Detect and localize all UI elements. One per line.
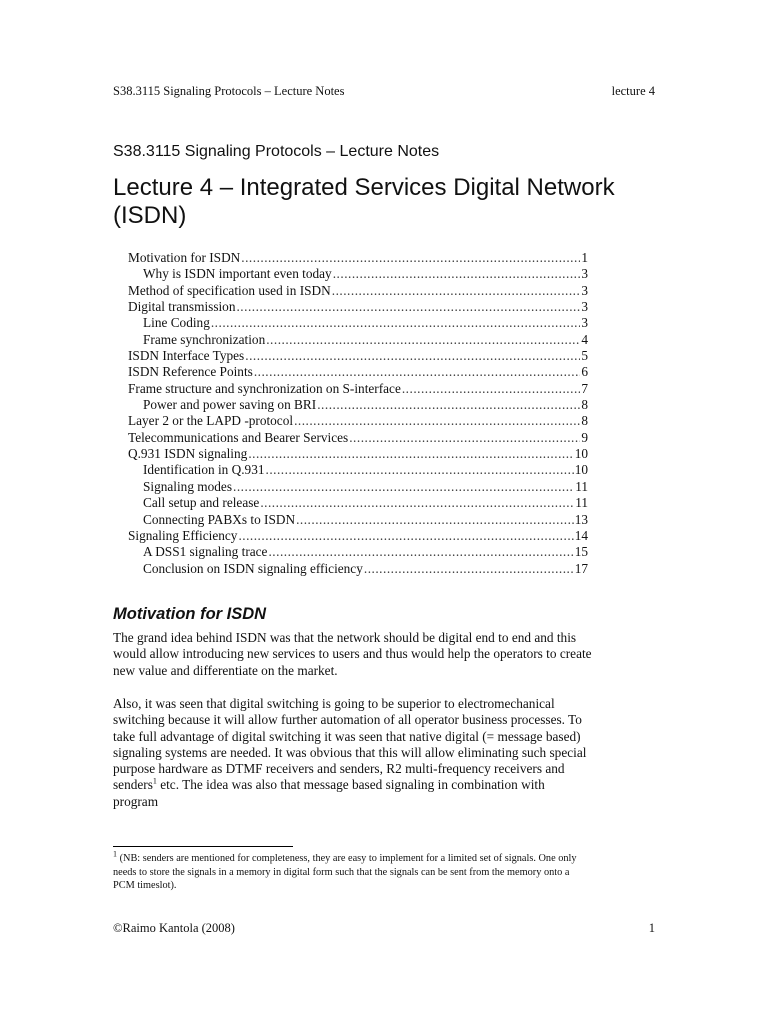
toc-entry[interactable] — [128, 495, 588, 511]
toc-dot-leader — [236, 299, 580, 315]
toc-entry-page[interactable]: 15 — [574, 544, 588, 560]
toc-entry-title[interactable]: Frame synchronization — [143, 331, 266, 347]
course-heading: S38.3115 Signaling Protocols – Lecture Notes — [113, 143, 440, 160]
toc-entry-title[interactable]: A DSS1 signaling trace — [143, 544, 268, 560]
running-header — [113, 84, 655, 99]
toc-entry-page[interactable]: 8 — [581, 397, 588, 413]
paragraph-text: Also, it was seen that digital switching is going to be superior to electromechanical switching because it will allow further automation of all operator business processes. To take full advantage of digital switching it was seen that native digital (= message based) signaling systems are needed. It was obvious that this will allow eliminating such special purpose hardware as DTMF receivers and senders, R2 multi-frequency receivers and senders — [113, 696, 587, 793]
toc-entry-page[interactable]: 3 — [581, 282, 588, 298]
toc-dot-leader — [364, 561, 574, 577]
toc-entry-title[interactable]: Method of specification used in ISDN — [128, 282, 331, 298]
toc-entry-title[interactable]: Motivation for ISDN — [128, 250, 241, 265]
toc-dot-leader — [211, 315, 580, 331]
toc-entry[interactable] — [128, 544, 588, 560]
toc-entry-title[interactable]: Signaling Efficiency — [128, 527, 238, 543]
toc-entry[interactable] — [128, 479, 588, 495]
toc-entry-title[interactable]: Frame structure and synchronization on S-interface — [128, 380, 401, 396]
toc-entry-title[interactable]: Layer 2 or the LAPD -protocol — [128, 413, 294, 429]
running-header-lecture: lecture 4 — [611, 84, 655, 98]
toc-entry-title[interactable]: Why is ISDN important even today — [143, 266, 332, 282]
toc-entry[interactable] — [128, 332, 588, 348]
toc-entry[interactable] — [128, 397, 588, 413]
toc-dot-leader — [245, 348, 580, 364]
toc-entry-page[interactable]: 17 — [574, 560, 588, 576]
toc-entry[interactable] — [128, 299, 588, 315]
toc-dot-leader — [266, 462, 574, 478]
toc-dot-leader — [294, 413, 580, 429]
toc-entry-page[interactable]: 5 — [581, 348, 588, 364]
table-of-contents — [128, 250, 588, 577]
toc-dot-leader — [233, 479, 574, 495]
footnote-reference[interactable]: 1 — [152, 777, 157, 787]
toc-entry-page[interactable]: 7 — [581, 380, 588, 396]
toc-entry-title[interactable]: Conclusion on ISDN signaling efficiency — [143, 560, 363, 576]
toc-dot-leader — [238, 528, 573, 544]
toc-dot-leader — [402, 381, 580, 397]
toc-entry[interactable] — [128, 364, 588, 380]
toc-dot-leader — [268, 544, 573, 560]
toc-entry-title[interactable]: Signaling modes — [143, 478, 233, 494]
toc-entry-page[interactable]: 3 — [581, 315, 588, 331]
page-footer — [113, 921, 655, 936]
toc-entry[interactable] — [128, 250, 588, 266]
toc-dot-leader — [332, 283, 581, 299]
page-number: 1 — [648, 921, 655, 935]
toc-dot-leader — [296, 512, 574, 528]
toc-entry[interactable] — [128, 512, 588, 528]
toc-dot-leader — [266, 332, 580, 348]
toc-entry-title[interactable]: Q.931 ISDN signaling — [128, 446, 248, 462]
footnote — [113, 849, 593, 893]
toc-entry-page[interactable]: 9 — [581, 429, 588, 445]
toc-dot-leader — [241, 250, 580, 266]
toc-entry[interactable] — [128, 283, 588, 299]
footer-copyright: ©Raimo Kantola (2008) — [113, 921, 235, 935]
toc-entry-title[interactable]: Telecommunications and Bearer Services — [128, 429, 349, 445]
toc-entry-page[interactable]: 8 — [581, 413, 588, 429]
toc-entry-title[interactable]: Call setup and release — [143, 495, 260, 511]
toc-entry-page[interactable]: 1 — [581, 250, 588, 265]
toc-entry[interactable] — [128, 446, 588, 462]
toc-entry[interactable] — [128, 315, 588, 331]
toc-entry-title[interactable]: Connecting PABXs to ISDN — [143, 511, 296, 527]
footnote-mark: 1 — [113, 849, 117, 859]
toc-entry-title[interactable]: Power and power saving on BRI — [143, 397, 317, 413]
toc-entry-page[interactable]: 13 — [574, 511, 588, 527]
toc-dot-leader — [317, 397, 580, 413]
toc-entry-title[interactable]: ISDN Interface Types — [128, 348, 245, 364]
toc-dot-leader — [260, 495, 574, 511]
toc-entry-title[interactable]: Digital transmission — [128, 299, 236, 315]
toc-entry-page[interactable]: 14 — [574, 527, 588, 543]
toc-dot-leader — [254, 364, 581, 380]
body-paragraph: The grand idea behind ISDN was that the network should be digital end to end and this would allow introducing new services to users and thus would help the operators to create new value and differentiate on the market. — [113, 630, 592, 678]
toc-entry-page[interactable]: 11 — [575, 495, 588, 511]
toc-entry[interactable] — [128, 528, 588, 544]
running-header-title: S38.3115 Signaling Protocols – Lecture Notes — [113, 84, 345, 98]
toc-entry-page[interactable]: 10 — [574, 446, 588, 462]
toc-dot-leader — [248, 446, 573, 462]
toc-entry-page[interactable]: 11 — [575, 478, 588, 494]
toc-dot-leader — [349, 430, 580, 446]
section-heading: Motivation for ISDN — [113, 605, 267, 623]
toc-entry-page[interactable]: 3 — [581, 266, 588, 282]
toc-entry[interactable] — [128, 348, 588, 364]
toc-entry-page[interactable]: 4 — [581, 331, 588, 347]
body-paragraph — [113, 696, 593, 810]
toc-entry-title[interactable]: Identification in Q.931 — [143, 462, 265, 478]
toc-entry[interactable] — [128, 381, 588, 397]
toc-entry-title[interactable]: Line Coding — [143, 315, 210, 331]
paragraph-text: etc. The idea was also that message based signaling in combination with program — [113, 777, 545, 809]
toc-entry[interactable] — [128, 413, 588, 429]
lecture-title: Lecture 4 – Integrated Services Digital Network (ISDN) — [113, 174, 615, 229]
toc-entry-title[interactable]: ISDN Reference Points — [128, 364, 253, 380]
footnote-text: (NB: senders are mentioned for completeness, they are easy to implement for a limited set of signals. One only needs to store the signals in a memory in digital form such that the signals can be sent from the memory onto a PCM timeslot). — [113, 853, 577, 891]
toc-entry-page[interactable]: 10 — [574, 462, 588, 478]
toc-entry[interactable] — [128, 430, 588, 446]
toc-entry-page[interactable]: 6 — [581, 364, 588, 380]
footnote-separator — [113, 846, 293, 847]
toc-entry[interactable] — [128, 462, 588, 478]
toc-entry-page[interactable]: 3 — [581, 299, 588, 315]
toc-dot-leader — [333, 266, 581, 282]
toc-entry[interactable] — [128, 561, 588, 577]
toc-entry[interactable] — [128, 266, 588, 282]
